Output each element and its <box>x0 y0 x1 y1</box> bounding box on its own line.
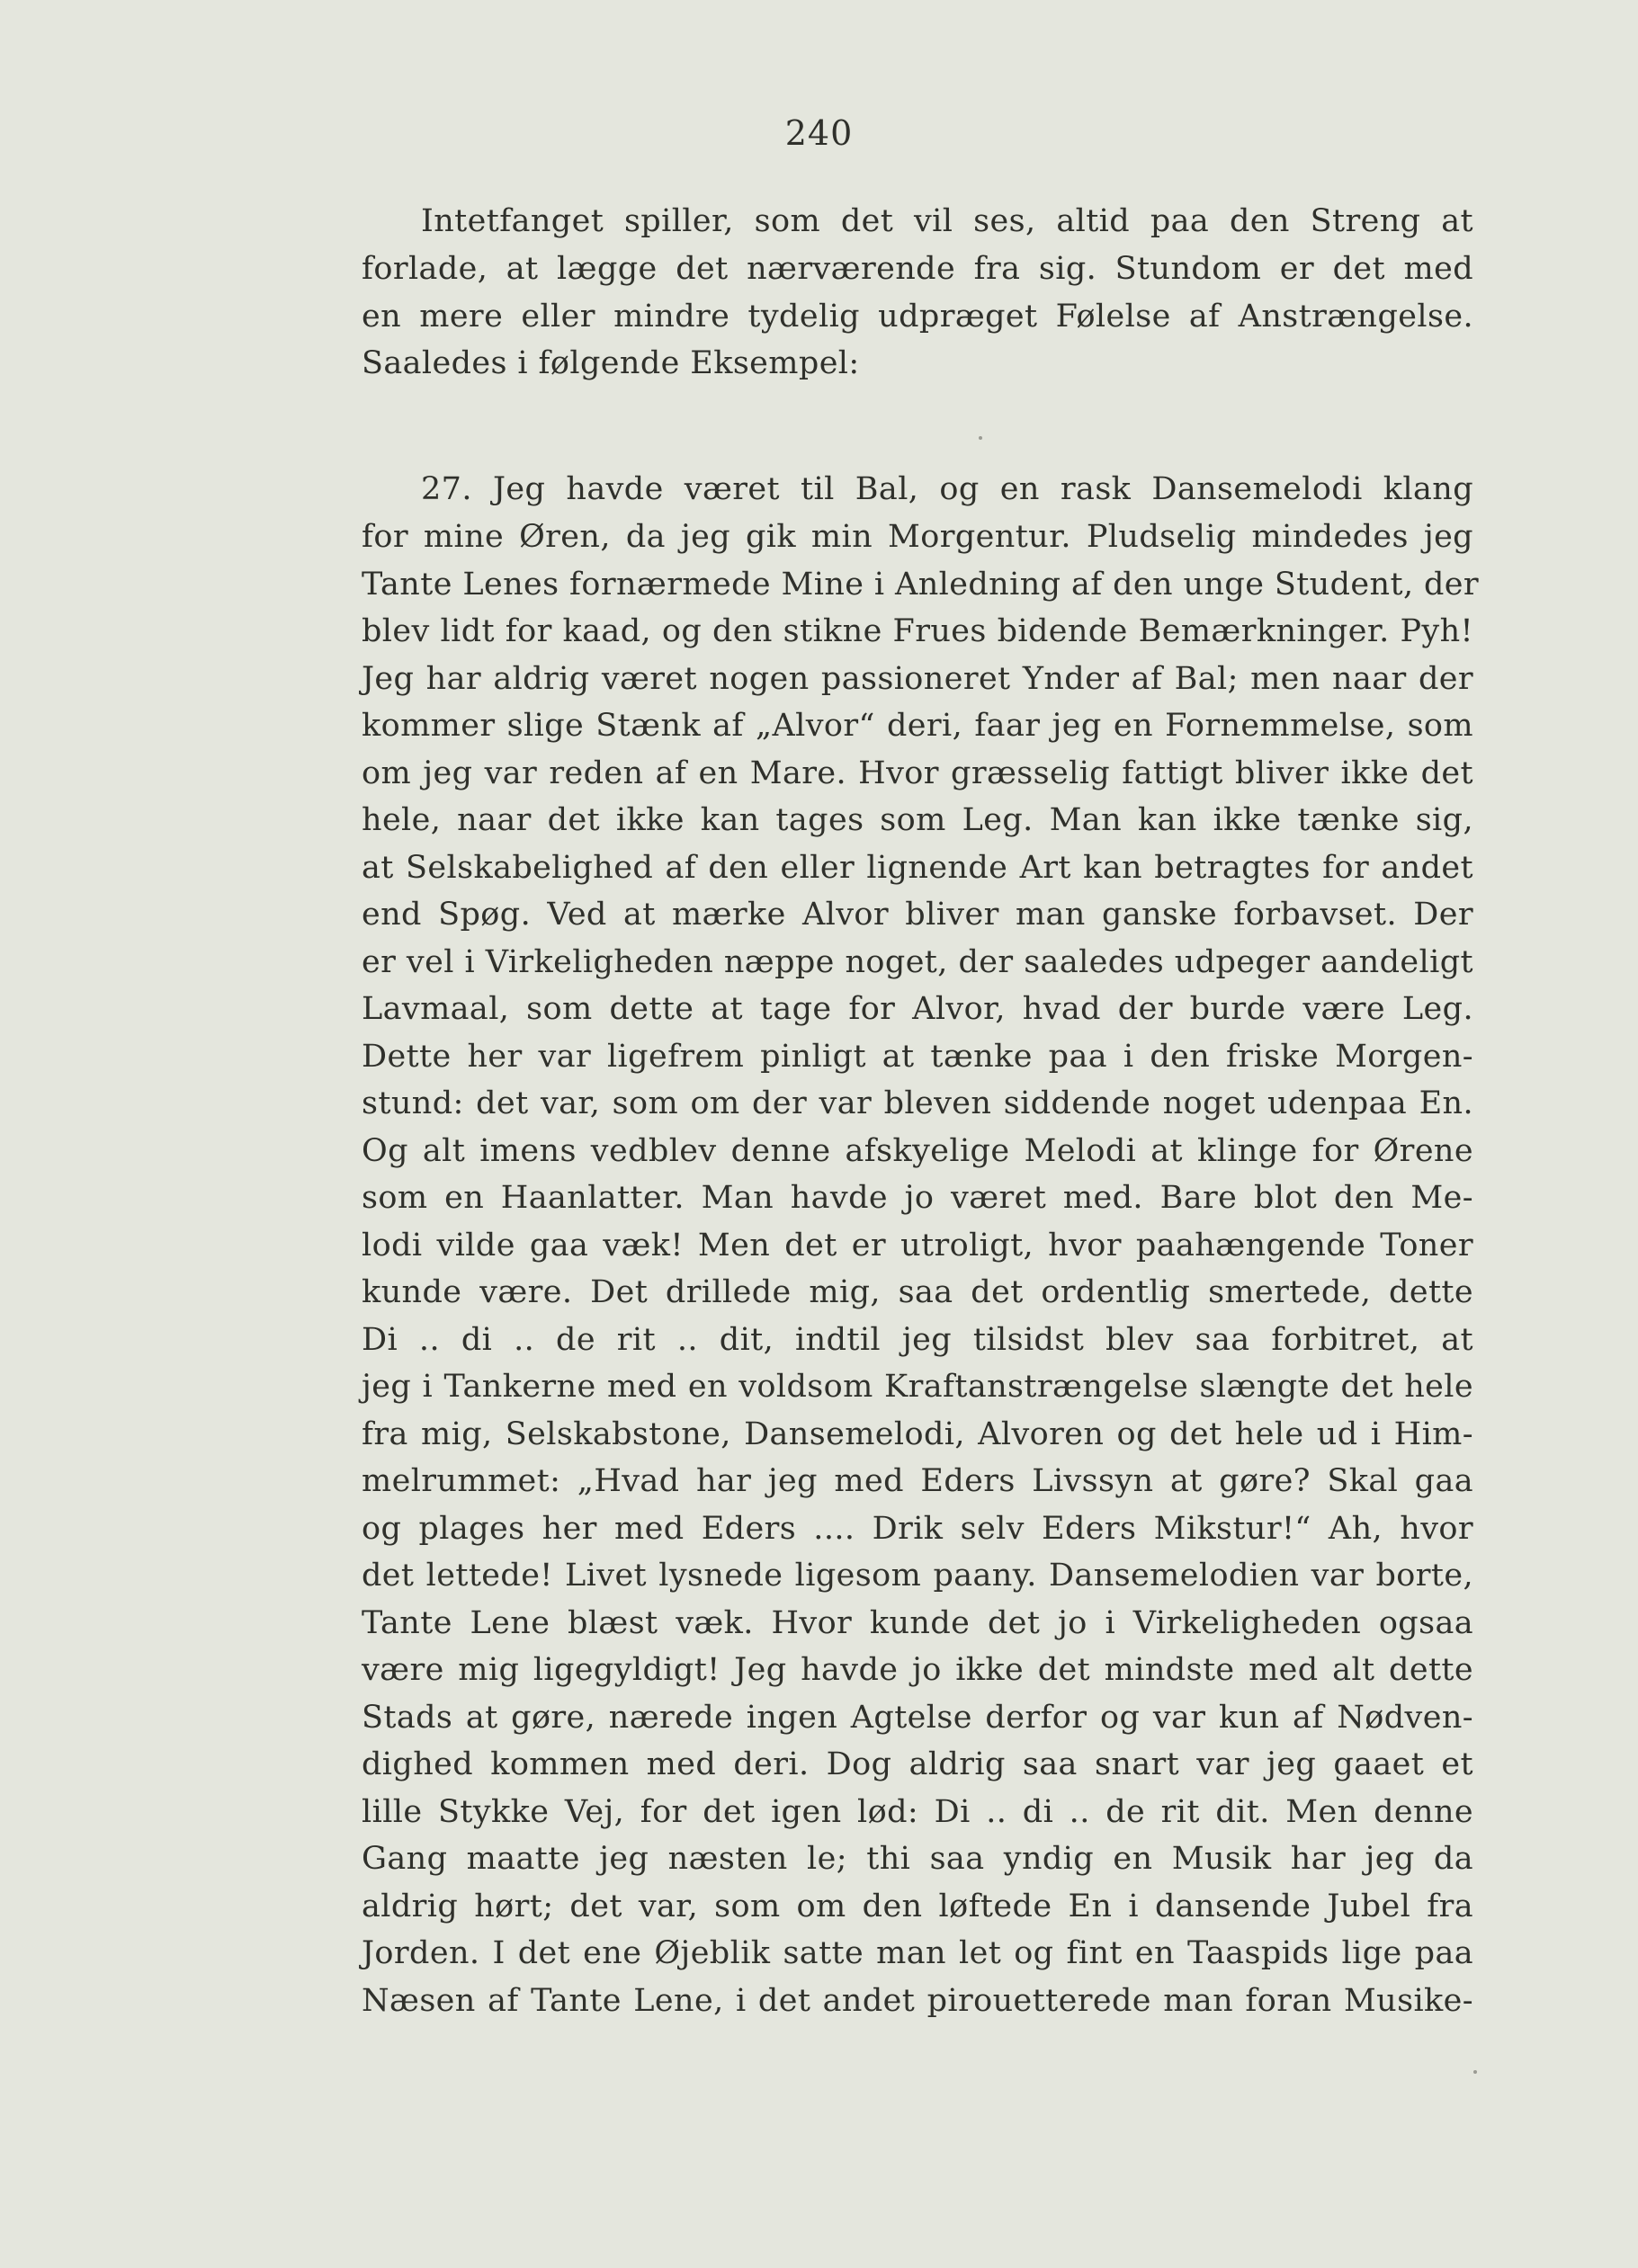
text-line: Og alt imens vedblev denne afskyelige Melodi at klinge for Ørene <box>362 1133 1473 1169</box>
text-line: være mig ligegyldigt! Jeg havde jo ikke det mindste med alt dette <box>362 1652 1473 1688</box>
text-line: om jeg var reden af en Mare. Hvor græsselig fattigt bliver ikke det <box>362 755 1473 791</box>
text-line: melrummet: „Hvad har jeg med Eders Livssyn at gøre? Skal gaa <box>362 1463 1473 1499</box>
page-number: 240 <box>784 113 854 153</box>
text-line: lodi vilde gaa væk! Men det er utroligt, hvor paahængende Toner <box>362 1228 1473 1263</box>
text-line: Næsen af Tante Lene, i det andet pirouetterede man foran Musike- <box>362 1983 1473 2019</box>
text-line: Stads at gøre, nærede ingen Agtelse derfor og var kun af Nødven- <box>362 1700 1473 1736</box>
text-line: er vel i Virkeligheden næppe noget, der saaledes udpeger aandeligt <box>362 944 1473 980</box>
text-line: at Selskabelighed af den eller lignende Art kan betragtes for andet <box>362 850 1473 886</box>
text-line: lille Stykke Vej, for det igen lød: Di .. di .. de rit dit. Men denne <box>362 1794 1473 1830</box>
text-line: aldrig hørt; det var, som om den løftede En i dansende Jubel fra <box>362 1889 1473 1924</box>
text-line: fra mig, Selskabstone, Dansemelodi, Alvoren og det hele ud i Him- <box>362 1416 1473 1452</box>
text-line: Tante Lene blæst væk. Hvor kunde det jo i Virkeligheden ogsaa <box>362 1605 1473 1641</box>
text-line: end Spøg. Ved at mærke Alvor bliver man ganske forbavset. Der <box>362 897 1473 933</box>
text-line: som en Haanlatter. Man havde jo været med. Bare blot den Me- <box>362 1180 1473 1216</box>
text-line: forlade, at lægge det nærværende fra sig. Stundom er det med <box>362 251 1473 287</box>
text-line: stund: det var, som om der var bleven siddende noget udenpaa En. <box>362 1085 1473 1121</box>
text-line: Tante Lenes fornærmede Mine i Anledning af den unge Student, der <box>362 567 1480 603</box>
text-line: 27. Jeg havde været til Bal, og en rask Dansemelodi klang <box>421 471 1473 507</box>
text-line: kommer slige Stænk af „Alvor“ deri, faar jeg en Fornemmelse, som <box>362 708 1473 744</box>
text-line: for mine Øren, da jeg gik min Morgentur. Pludselig mindedes jeg <box>362 519 1473 555</box>
text-line: Jeg har aldrig været nogen passioneret Ynder af Bal; men naar der <box>362 661 1473 697</box>
paper-speck <box>979 436 982 440</box>
text-line: hele, naar det ikke kan tages som Leg. Man kan ikke tænke sig, <box>362 802 1473 838</box>
paper-speck <box>1473 2070 1477 2074</box>
text-line: Saaledes i følgende Eksempel: <box>362 345 860 381</box>
text-line: en mere eller mindre tydelig udpræget Følelse af Anstrængelse. <box>362 299 1473 335</box>
text-line: det lettede! Livet lysnede ligesom paany. Dansemelodien var borte, <box>362 1558 1473 1594</box>
text-line: Dette her var ligefrem pinligt at tænke paa i den friske Morgen- <box>362 1039 1473 1075</box>
text-line: Intetfanget spiller, som det vil ses, altid paa den Streng at <box>421 203 1473 239</box>
text-line: dighed kommen med deri. Dog aldrig saa snart var jeg gaaet et <box>362 1746 1473 1782</box>
text-line: Jorden. I det ene Øjeblik satte man let og fint en Taaspids lige paa <box>362 1935 1473 1971</box>
text-line: Gang maatte jeg næsten le; thi saa yndig en Musik har jeg da <box>362 1841 1473 1877</box>
text-line: Lavmaal, som dette at tage for Alvor, hvad der burde være Leg. <box>362 991 1473 1027</box>
text-line: kunde være. Det drillede mig, saa det ordentlig smertede, dette <box>362 1274 1473 1310</box>
text-line: jeg i Tankerne med en voldsom Kraftanstrængelse slængte det hele <box>362 1369 1473 1405</box>
text-line: blev lidt for kaad, og den stikne Frues bidende Bemærkninger. Pyh! <box>362 613 1473 649</box>
text-line: og plages her med Eders .... Drik selv Eders Mikstur!“ Ah, hvor <box>362 1511 1473 1547</box>
text-line: Di .. di .. de rit .. dit, indtil jeg tilsidst blev saa forbitret, at <box>362 1322 1473 1358</box>
